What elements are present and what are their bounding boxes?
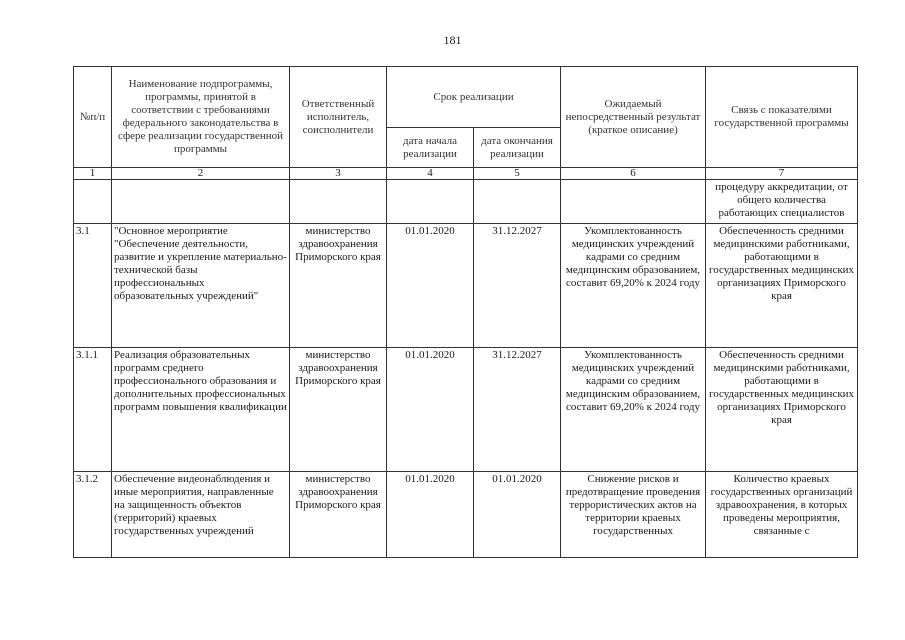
- row-responsible: министерство здравоохранения Приморского края: [290, 348, 387, 472]
- row-start: 01.01.2020: [387, 348, 474, 472]
- column-number: 7: [706, 168, 858, 180]
- header-responsible: Ответственный исполнитель, соисполнители: [290, 67, 387, 168]
- table-row: [74, 472, 858, 558]
- row-responsible: министерство здравоохранения Приморского края: [290, 224, 387, 348]
- program-table: [73, 66, 858, 558]
- column-number: 3: [290, 168, 387, 180]
- header-link: Связь с показателями государственной программы: [706, 67, 858, 168]
- row-start: 01.01.2020: [387, 224, 474, 348]
- header-name: Наименование подпрограммы, программы, принятой в соответствии с требованиями федерального законодательства в сфере реализации государственной программы: [112, 67, 290, 168]
- row-start: 01.01.2020: [387, 472, 474, 558]
- continuation-link: процедуру аккредитации, от общего количества работающих специалистов: [706, 180, 858, 224]
- row-num: 3.1.2: [74, 472, 112, 558]
- row-num: 3.1: [74, 224, 112, 348]
- row-result: Снижение рисков и предотвращение проведения террористических актов на территории краевых государственных: [561, 472, 706, 558]
- row-name: "Основное мероприятие "Обеспечение деятельности, развитие и укрепление материально-технической базы профессиональных образовательных учреждений": [112, 224, 290, 348]
- row-end: 31.12.2027: [474, 348, 561, 472]
- column-number: 4: [387, 168, 474, 180]
- header-period: Срок реализации: [387, 67, 561, 128]
- row-num: 3.1.1: [74, 348, 112, 472]
- row-link: Обеспеченность средними медицинскими работниками, работающими в государственных медицинских организациях Приморского края: [706, 224, 858, 348]
- column-number: 1: [74, 168, 112, 180]
- table-row: [74, 348, 858, 472]
- header-end: дата окончания реализации: [474, 128, 561, 168]
- row-name: Реализация образовательных программ среднего профессионального образования и дополнительных профессиональных программ повышения квалификации: [112, 348, 290, 472]
- column-number: 2: [112, 168, 290, 180]
- row-link: Обеспеченность средними медицинскими работниками, работающими в государственных медицинских организациях Приморского края: [706, 348, 858, 472]
- row-end: 31.12.2027: [474, 224, 561, 348]
- table-row: [74, 224, 858, 348]
- header-start: дата начала реализации: [387, 128, 474, 168]
- row-result: Укомплектованность медицинских учреждений кадрами со средним медицинским образованием, составит 69,20% к 2024 году: [561, 348, 706, 472]
- table-row-continuation: [74, 180, 858, 224]
- row-name: Обеспечение видеонаблюдения и иные мероприятия, направленные на защищенность объектов (территорий) краевых государственных учреждений: [112, 472, 290, 558]
- row-end: 01.01.2020: [474, 472, 561, 558]
- column-number: 5: [474, 168, 561, 180]
- row-result: Укомплектованность медицинских учреждений кадрами со средним медицинским образованием, составит 69,20% к 2024 году: [561, 224, 706, 348]
- page-number: 181: [443, 33, 462, 47]
- column-number: 6: [561, 168, 706, 180]
- header-result: Ожидаемый непосредственный результат (краткое описание): [561, 67, 706, 168]
- header-num: №п/п: [74, 67, 112, 168]
- row-link: Количество краевых государственных организаций здравоохранения, в которых проведены мероприятия, связанные с: [706, 472, 858, 558]
- row-responsible: министерство здравоохранения Приморского края: [290, 472, 387, 558]
